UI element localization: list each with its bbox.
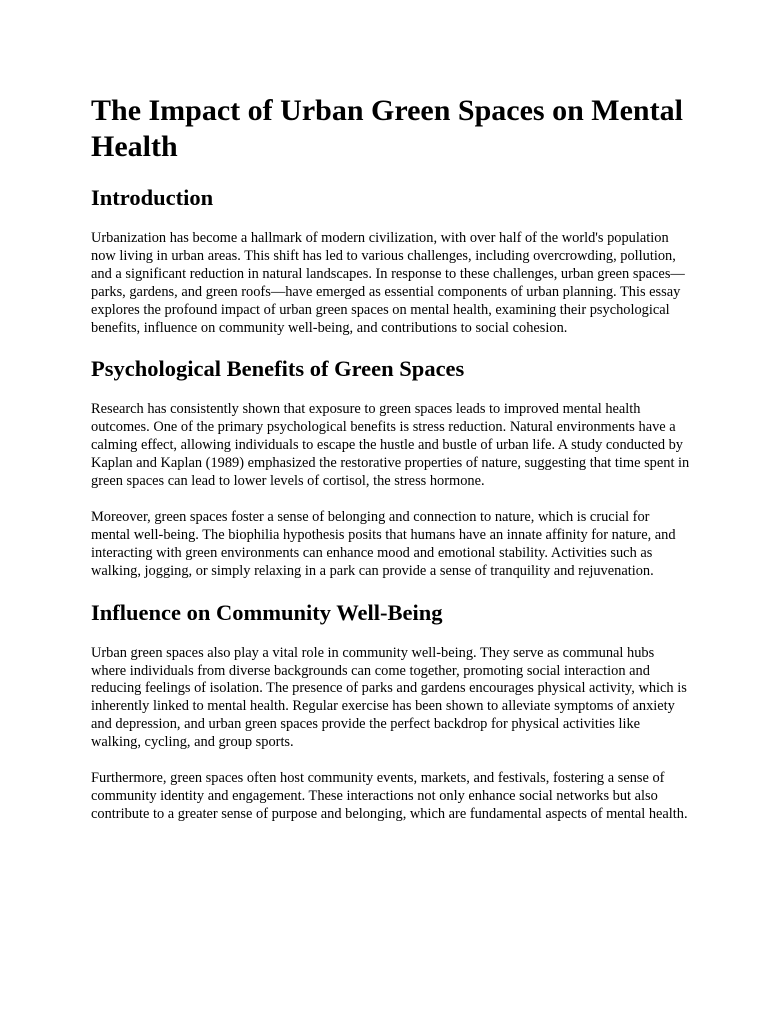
introduction-paragraph-1: Urbanization has become a hallmark of modern civilization, with over half of the world's population now living in urban areas. This shift has led to various challenges, including overcrowding, pollution, and a significant reduction in natural landscapes. In response to these challenges, urban green spaces—parks, gardens, and green roofs—have emerged as essential components of urban planning. This essay explores the profound impact of urban green spaces on mental health, examining their psychological benefits, influence on community well-being, and contributions to social cohesion. [91, 230, 685, 336]
section-heading-introduction: Introduction [91, 185, 214, 210]
section-heading-psychological-benefits: Psychological Benefits of Green Spaces [91, 356, 465, 382]
document-page [91, 93, 691, 842]
community-well-being-paragraph-1: Urban green spaces also play a vital role in community well-being. They serve as communal hubs where individuals from diverse backgrounds can come together, promoting social interaction and reducing feelings of isolation. The presence of parks and gardens encourages physical activity, which is inherently linked to mental health. Regular exercise has been shown to alleviate symptoms of anxiety and depression, and urban green spaces provide the perfect backdrop for physical activities like walking, cycling, and group sports. [91, 644, 687, 751]
psychological-benefits-paragraph-2: Moreover, green spaces foster a sense of belonging and connection to nature, which is crucial for mental well-being. The biophilia hypothesis posits that humans have an innate affinity for nature, and interacting with green environments can enhance mood and emotional stability. Activities such as walking, jogging, or simply relaxing in a park can provide a sense of tranquility and rejuvenation. [91, 508, 676, 579]
section-heading-community-well-being: Influence on Community Well-Being [91, 599, 443, 625]
psychological-benefits-paragraph-1: Research has consistently shown that exposure to green spaces leads to improved mental health outcomes. One of the primary psychological benefits is stress reduction. Natural environments have a calming effect, allowing individuals to escape the hustle and bustle of urban life. A study conducted by Kaplan and Kaplan (1989) emphasized the restorative properties of nature, suggesting that time spent in green spaces can lead to lower levels of cortisol, the stress hormone. [91, 401, 690, 490]
document-title: The Impact of Urban Green Spaces on Mental Health [91, 94, 683, 163]
community-well-being-paragraph-2: Furthermore, green spaces often host community events, markets, and festivals, fostering a sense of community identity and engagement. These interactions not only enhance social networks but also contribute to a greater sense of purpose and belonging, which are fundamental aspects of mental health. [91, 770, 688, 822]
